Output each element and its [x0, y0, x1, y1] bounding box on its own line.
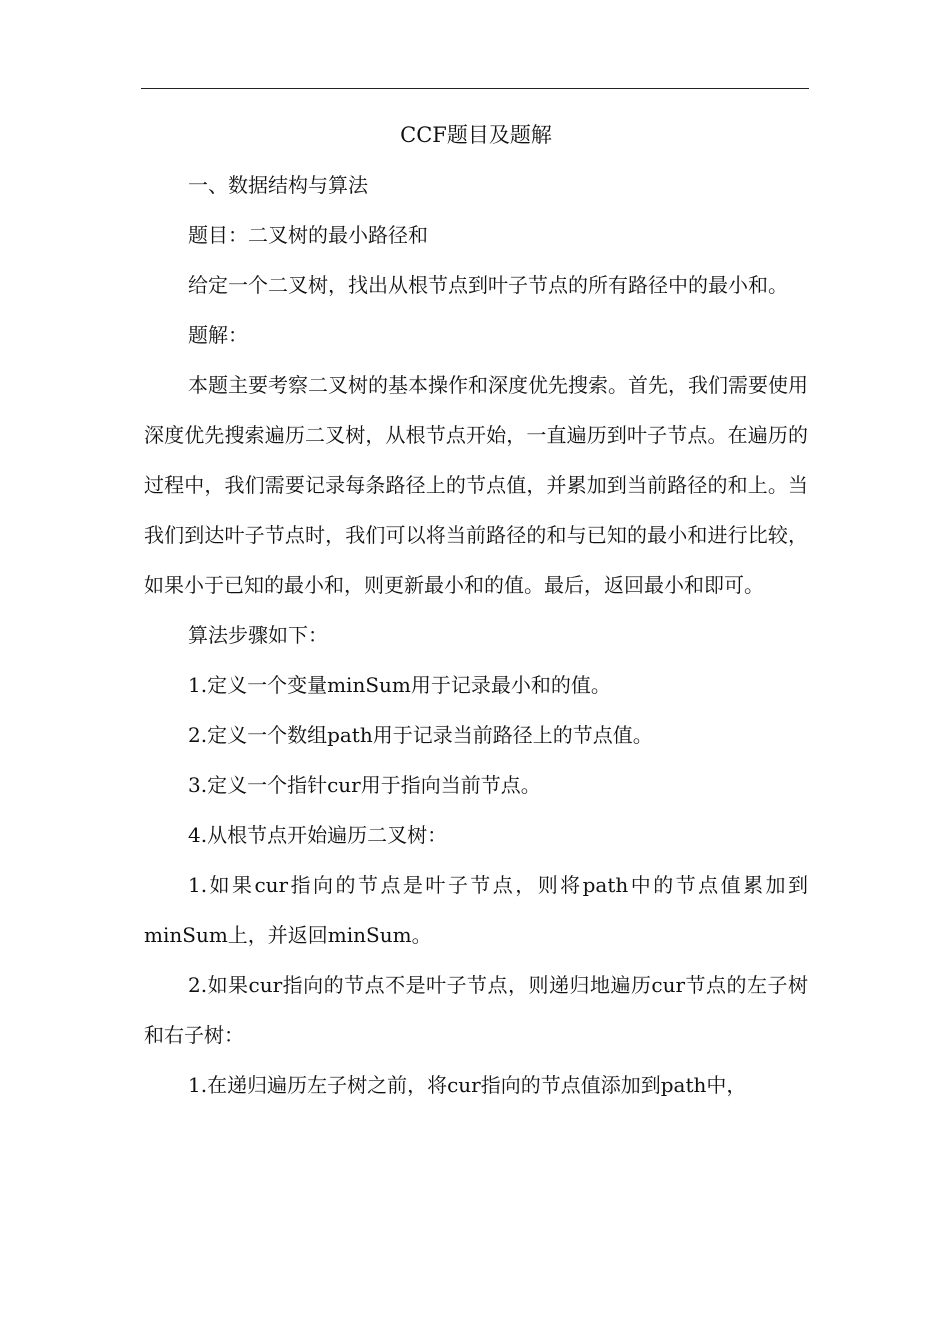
steps-heading: 算法步骤如下： [188, 623, 328, 647]
substep-item: 1.如果cur指向的节点是叶子节点，则将path中的节点值累加到minSum上，并返回minSum。 [144, 873, 808, 947]
section-heading: 一、数据结构与算法 [188, 173, 368, 197]
step-item: 3.定义一个指针cur用于指向当前节点。 [188, 773, 541, 797]
solution-paragraph: 本题主要考察二叉树的基本操作和深度优先搜索。首先，我们需要使用深度优先搜索遍历二叉树，从根节点开始，一直遍历到叶子节点。在遍历的过程中，我们需要记录每条路径上的节点值，并累加到当前路径的和上。当我们到达叶子节点时，我们可以将当前路径的和与已知的最小和进行比较，如果小于已知的最小和，则更新最小和的值。最后，返回最小和即可。 [144, 373, 808, 597]
header-rule [141, 88, 809, 89]
step-item: 4.从根节点开始遍历二叉树： [188, 823, 448, 847]
substep-item: 2.如果cur指向的节点不是叶子节点，则递归地遍历cur节点的左子树和右子树： [144, 973, 808, 1047]
step-item: 2.定义一个数组path用于记录当前路径上的节点值。 [188, 723, 653, 747]
document-body [144, 110, 808, 1110]
document-title: CCF题目及题解 [400, 123, 552, 147]
substep-item: 1.在递归遍历左子树之前，将cur指向的节点值添加到path中， [188, 1073, 747, 1097]
solution-heading: 题解： [188, 323, 248, 347]
problem-title: 题目：二叉树的最小路径和 [188, 223, 428, 247]
problem-statement: 给定一个二叉树，找出从根节点到叶子节点的所有路径中的最小和。 [188, 273, 788, 297]
step-item: 1.定义一个变量minSum用于记录最小和的值。 [188, 673, 611, 697]
